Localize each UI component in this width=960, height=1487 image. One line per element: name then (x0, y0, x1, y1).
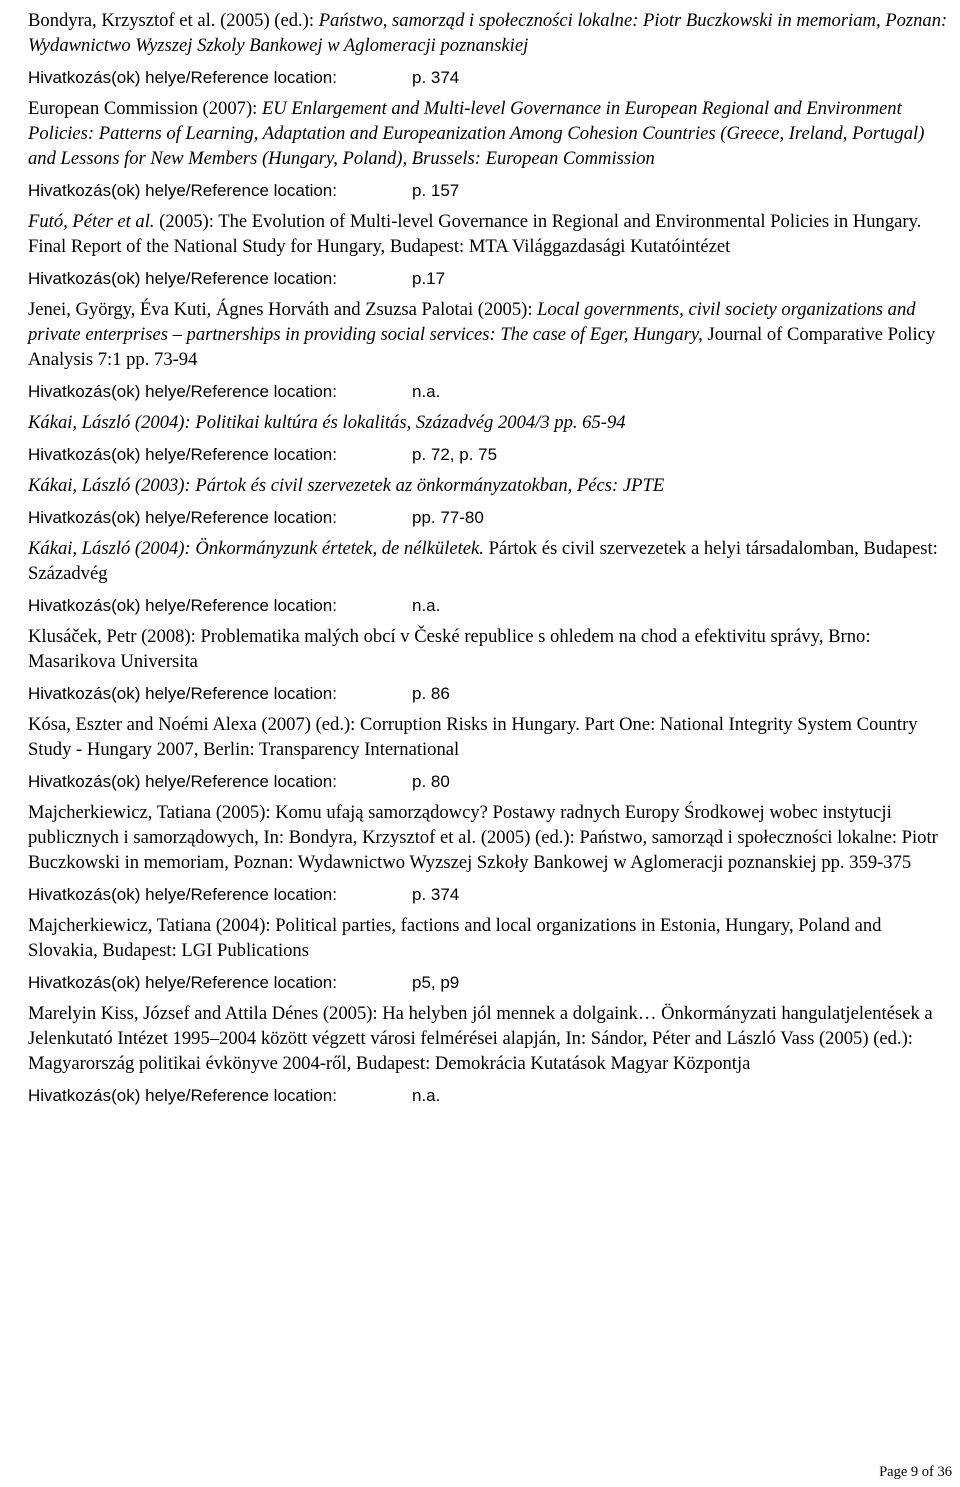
reference-location-value: p. 374 (412, 885, 460, 904)
reference-entry (28, 297, 954, 402)
citation-part: European Commission (2007): (28, 98, 262, 119)
citation-text (28, 96, 954, 171)
reference-location-value: p. 374 (412, 68, 460, 87)
citation-text (28, 410, 954, 435)
reference-entry (28, 1001, 954, 1106)
citation-text (28, 297, 954, 372)
citation-part: Kósa, Eszter and Noémi Alexa (2007) (ed.): Corruption Risks in Hungary. Part One: National Integrity System Country Study - Hungary 2007, Berlin: Transparency International (28, 714, 918, 760)
reference-location (28, 772, 954, 792)
reference-location-value: p.17 (412, 269, 446, 288)
reference-location-label: Hivatkozás(ok) helye/Reference location: (28, 885, 337, 904)
reference-location-value: n.a. (412, 1086, 441, 1105)
reference-location (28, 382, 954, 402)
reference-entry (28, 712, 954, 792)
citation-part: Majcherkiewicz, Tatiana (2004): Political parties, factions and local organizations in Estonia, Hungary, Poland and Slovakia, Budapest: LGI Publications (28, 915, 882, 961)
reference-location-value: p. 86 (412, 684, 450, 703)
reference-location (28, 973, 954, 993)
reference-location-label: Hivatkozás(ok) helye/Reference location: (28, 508, 337, 527)
reference-location-label: Hivatkozás(ok) helye/Reference location: (28, 181, 337, 200)
citation-part: (2005): The Evolution of Multi-level Governance in Regional and Environmental Policies in Hungary. Final Report of the National Study for Hungary, Budapest: MTA Világgazdasági Kutatóintézet (28, 211, 922, 257)
reference-entry (28, 800, 954, 905)
citation-text (28, 712, 954, 762)
citation-text (28, 1001, 954, 1076)
citation-part: Bondyra, Krzysztof et al. (2005) (ed.): (28, 10, 319, 31)
citation-part: Pártok és civil szervezetek a helyi társadalomban, Budapest: Századvég (28, 538, 938, 584)
reference-entry (28, 410, 954, 465)
reference-location-label: Hivatkozás(ok) helye/Reference location: (28, 382, 337, 401)
reference-location (28, 181, 954, 201)
reference-location (28, 269, 954, 289)
citation-part: Jenei, György, Éva Kuti, Ágnes Horváth and Zsuzsa Palotai (2005): (28, 299, 538, 320)
reference-location-value: n.a. (412, 382, 441, 401)
reference-entry (28, 913, 954, 993)
citation-part: EU Enlargement and Multi-level Governance in European Regional and Environment Policies: Patterns of Learning, Adaptation and Europeanization Among Cohesion Countries (Greece, Ireland, Portugal) and Lessons for New Members (Hungary, Poland), Brussels: European Commission (28, 98, 925, 169)
reference-entry (28, 624, 954, 704)
citation-part: Marelyin Kiss, József and Attila Dénes (2005): Ha helyben jól mennek a dolgaink… Önkormányzati hangulatjelentések a Jelenkutató Intézet 1995–2004 között végzett városi felmérései alapján, In: Sándor, Péter and László Vass (2005) (ed.): Magyarország politikai évkönyve 2004-ről, Budapest: Demokrácia Kutatások Magyar Központja (28, 1003, 933, 1074)
reference-entry (28, 8, 954, 88)
reference-location (28, 885, 954, 905)
reference-location (28, 1086, 954, 1106)
reference-location-label: Hivatkozás(ok) helye/Reference location: (28, 68, 337, 87)
citation-part: Kákai, László (2003): Pártok és civil szervezetek az önkormányzatokban, Pécs: JPTE (28, 475, 665, 496)
citation-part: Journal of Comparative Policy Analysis 7:1 pp. 73-94 (28, 324, 936, 370)
citation-text (28, 913, 954, 963)
reference-location-label: Hivatkozás(ok) helye/Reference location: (28, 596, 337, 615)
reference-entry (28, 96, 954, 201)
reference-entry (28, 473, 954, 528)
reference-location-value: pp. 77-80 (412, 508, 484, 527)
reference-location (28, 596, 954, 616)
reference-location-value: p. 80 (412, 772, 450, 791)
reference-location-label: Hivatkozás(ok) helye/Reference location: (28, 772, 337, 791)
citation-part: Państwo, samorząd i społeczności lokalne: Piotr Buczkowski in memoriam, Poznan: Wydawnictwo Wyzszej Szkoly Bankowej w Aglomeracji poznanskiej (28, 10, 948, 56)
reference-location-label: Hivatkozás(ok) helye/Reference location: (28, 445, 337, 464)
reference-location-label: Hivatkozás(ok) helye/Reference location: (28, 269, 337, 288)
citation-part: Kákai, László (2004): Önkormányzunk értetek, de nélkületek. (28, 538, 489, 559)
citation-text (28, 8, 954, 58)
reference-entry (28, 536, 954, 616)
reference-entry (28, 209, 954, 289)
reference-location-label: Hivatkozás(ok) helye/Reference location: (28, 973, 337, 992)
reference-location-value: n.a. (412, 596, 441, 615)
reference-list (28, 8, 954, 1114)
citation-part: Futó, Péter et al. (28, 211, 160, 232)
reference-location-label: Hivatkozás(ok) helye/Reference location: (28, 1086, 337, 1105)
citation-text (28, 536, 954, 586)
reference-location (28, 684, 954, 704)
citation-part: Majcherkiewicz, Tatiana (2005): Komu ufają samorządowcy? Postawy radnych Europy Środkowej wobec instytucji publicznych i samorządowych, In: Bondyra, Krzysztof et al. (2005) (ed.): Państwo, samorząd i społeczności lokalne: Piotr Buczkowski in memoriam, Poznan: Wydawnictwo Wyzszej Szkoły Bankowej w Aglomeracji poznanskiej pp. 359-375 (28, 802, 938, 873)
citation-part: Local governments, civil society organizations and private enterprises – partnerships in providing social services: The case of Eger, Hungary, (28, 299, 916, 345)
citation-part: Kákai, László (2004): Politikai kultúra és lokalitás, Századvég 2004/3 pp. 65-94 (28, 412, 626, 433)
citation-text (28, 209, 954, 259)
page-number: Page 9 of 36 (879, 1464, 952, 1480)
citation-text (28, 624, 954, 674)
reference-location (28, 508, 954, 528)
reference-location (28, 445, 954, 465)
reference-location-value: p5, p9 (412, 973, 460, 992)
citation-text (28, 473, 954, 498)
citation-part: Klusáček, Petr (2008): Problematika malých obcí v České republice s ohledem na chod a efektivitu správy, Brno: Masarikova Universita (28, 626, 871, 672)
reference-location (28, 68, 954, 88)
reference-location-value: p. 72, p. 75 (412, 445, 498, 464)
citation-text (28, 800, 954, 875)
reference-location-value: p. 157 (412, 181, 460, 200)
reference-location-label: Hivatkozás(ok) helye/Reference location: (28, 684, 337, 703)
